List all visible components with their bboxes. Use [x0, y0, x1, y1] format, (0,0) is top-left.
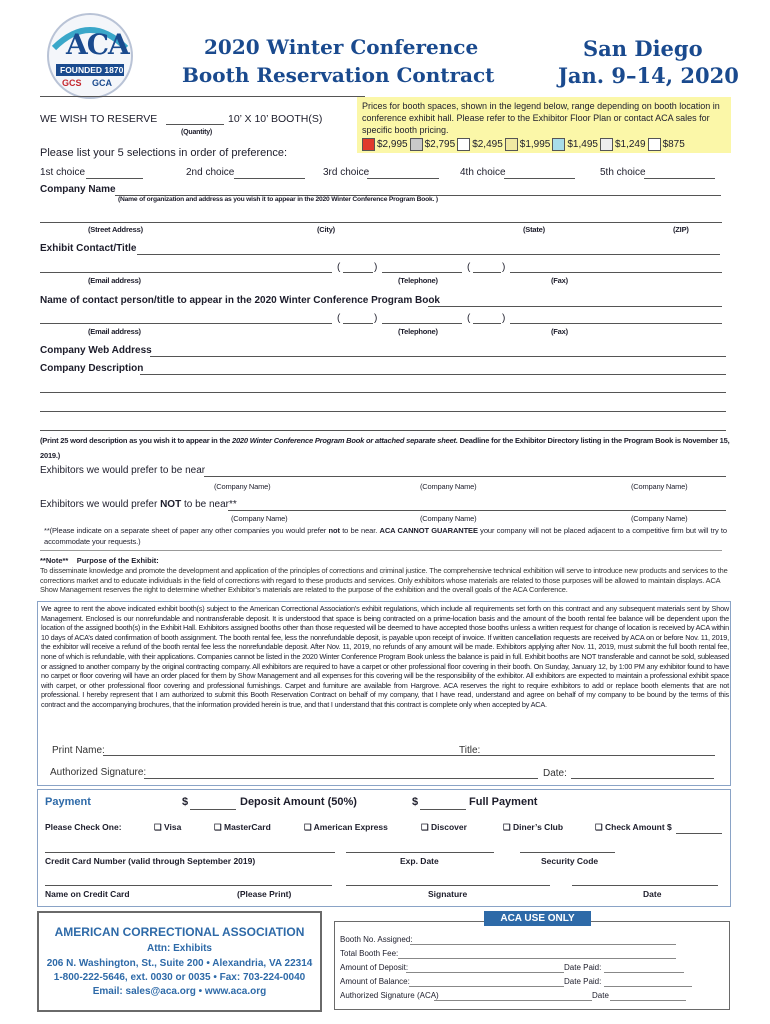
fax-caption: (Fax): [551, 276, 568, 285]
price-legend-item: [552, 139, 598, 150]
header-divider: [40, 96, 365, 97]
telephone-caption: (Telephone): [398, 276, 438, 285]
choice-1-field[interactable]: [86, 178, 143, 179]
choice-2-field[interactable]: [234, 178, 305, 179]
agreement-text: We agree to rent the above indicated exhibit booth(s) subject to the American Correctional Association’s exhibit regulations, which include all requirements set forth on this contract and any subsequent materials sent by Show Management. Enclosed is our nonrefundable and nontransferable deposit. It is understood that space is being contracted on a prime-location basis and the amount of the booth rental fee balance will be dependent upon the location of the assigned booth(s) in the Exhibit Hall. Exhibitors assigned booths other than those requested will be deemed to have accepted those booths unless a written request for change of location is received by ACA within 10 days of ACA’s dated confirmation of booth assignment. The booth rental fee, less the nonrefundable deposit, is payable upon receipt of invoice. If written cancellation requests are received by ACA on or before Nov. 11, 2019, the exhibitor will receive a refund of the booth rental fee less the nonrefundable deposit. After Nov. 11, 2019, no refunds of any amount will be made. Exhibitors applying after Nov. 11, 2019, must submit the full booth rental fee, none of which is refundable, with their applications. Companies cannot be listed in the 2020 Winter Conference Program Book unless the balance is paid in full. Exhibit booths are NOT transferable and cannot be sold, subleased or assigned to another company by the original contracting company. All exhibitors are required to have a carpet or other professional floor covering in their booth. On Sunday, January 12, by 1:00 PM any exhibitor found to have no carpet or floor covering will have an order placed for them by Show Management and all expenses for this covering will be the responsibility of the exhibitor. All exhibitors are expected to maintain a professional exhibit space with carpet, or other professional floor covering and professional furnishings. Carpet and furniture are available from Hargrove. ACA reserves the right to require exhibitors to add or replace booth elements that are not professional. I hereby represent that I am authorized to submit this Booth Reservation Contract on behalf of my company, that I have read, understand and agree on behalf of my company to be bound by the terms of this contract and the accompanying brochures, that the information provided herein is true, and that I understand that this contract is complete only when accepted by ACA.: [41, 604, 729, 709]
address-field[interactable]: [40, 222, 722, 223]
price-legend-box: [357, 97, 731, 153]
price-legend-item: [648, 139, 685, 150]
program-contact-field[interactable]: [428, 306, 722, 307]
check-amount-label: Check Amount $: [605, 822, 672, 832]
checkbox-icon: ❏: [304, 822, 312, 832]
quantity-caption: (Quantity): [181, 129, 213, 136]
deposit-label: Deposit Amount (50%): [240, 796, 357, 808]
date-field[interactable]: [571, 778, 714, 779]
card-number-field[interactable]: [45, 852, 335, 853]
logo-gcs-text: GCS: [62, 78, 82, 88]
amex-option[interactable]: [304, 822, 388, 833]
contact-fax-field[interactable]: [510, 272, 722, 273]
mastercard-label: MasterCard: [224, 822, 271, 832]
title-label: Title:: [459, 745, 481, 756]
selections-prompt: Please list your 5 selections in order of preference:: [40, 147, 288, 159]
near-label: Exhibitors we would prefer to be near: [40, 465, 206, 476]
booth-size-label: 10’ X 10’ BOOTH(S): [228, 113, 323, 125]
near-company-caption-2: (Company Name): [420, 482, 477, 491]
near-company-caption-1: (Company Name): [214, 482, 271, 491]
balance-date-paid-field[interactable]: [604, 986, 692, 987]
balance-label: Amount of Balance:: [340, 977, 410, 986]
total-fee-label: Total Booth Fee:: [340, 949, 399, 958]
program-phone-area-field[interactable]: [343, 323, 373, 324]
dates-heading: Jan. 9–14, 2020: [558, 63, 739, 88]
full-payment-field[interactable]: [420, 809, 466, 810]
choice-3-field[interactable]: [367, 178, 439, 179]
choice-4[interactable]: [460, 167, 506, 178]
please-print-label: (Please Print): [237, 889, 292, 899]
program-fax-caption: (Fax): [551, 327, 568, 336]
not-near-note: [44, 525, 727, 547]
card-number-label: Credit Card Number (valid through September 2019): [45, 856, 256, 866]
web-address-field[interactable]: [150, 356, 726, 357]
price-legend: [362, 138, 732, 151]
program-fax-field[interactable]: [510, 323, 722, 324]
exp-date-label: Exp. Date: [400, 856, 439, 866]
section-divider: [40, 550, 722, 551]
description-note-b: 2020 Winter Conference Program Book or attached separate sheet.: [231, 436, 458, 445]
exp-date-field[interactable]: [346, 852, 494, 853]
price-swatch: [457, 138, 470, 151]
diners-option[interactable]: [503, 822, 563, 833]
price-swatch: [600, 138, 613, 151]
amex-label: American Express: [313, 822, 388, 832]
aca-logo: [42, 12, 138, 100]
contact-fax-area-field[interactable]: [473, 272, 501, 273]
name-on-card-label: Name on Credit Card: [45, 889, 130, 899]
program-phone-paren-open: (: [337, 313, 341, 324]
contract-title-line1: 2020 Winter Conference: [204, 35, 479, 59]
not-near-note-bold: ACA CANNOT GUARANTEE: [379, 526, 478, 535]
price-label: $1,495: [567, 139, 598, 151]
purpose-heading: [40, 556, 159, 565]
purpose-head-a: **Note**: [40, 556, 69, 565]
program-email-field[interactable]: [40, 323, 332, 324]
price-note: Prices for booth spaces, shown in the legend below, range depending on booth location in conference exhibit hall. Please refer to the Exhibitor Floor Plan or contact ACA sales for specific booth pricing.: [362, 101, 720, 135]
logo-aca-text: ACA: [66, 28, 129, 61]
contact-fax-paren-open: (: [467, 262, 471, 273]
aca-use-title: ACA USE ONLY: [484, 911, 591, 926]
choice-1[interactable]: [40, 167, 85, 178]
title-field[interactable]: [487, 755, 715, 756]
contact-phone-paren-close: ): [374, 262, 378, 273]
security-code-label: Security Code: [541, 856, 599, 866]
description-line-3[interactable]: [40, 411, 726, 412]
description-note-a: (Print 25 word description as you wish it to appear in the: [40, 436, 232, 445]
program-telephone-caption: (Telephone): [398, 327, 438, 336]
deposit-amount-field[interactable]: [190, 809, 236, 810]
checkbox-icon: ❏: [154, 822, 162, 832]
contact-fax-paren-close: ): [502, 262, 506, 273]
company-description-label: Company Description: [40, 363, 144, 374]
balance-date-paid-label: Date Paid:: [564, 977, 602, 986]
program-contact-label: Name of contact person/title to appear in the 2020 Winter Conference Program Book: [40, 295, 440, 306]
street-caption: (Street Address): [88, 225, 143, 234]
check-amount-option[interactable]: [595, 822, 672, 833]
deposit-amount-label: Amount of Deposit:: [340, 963, 409, 972]
near-company-caption-3: (Company Name): [631, 482, 688, 491]
agreement-box: [37, 601, 731, 786]
price-legend-item: [362, 139, 408, 150]
visa-label: Visa: [164, 822, 182, 832]
contact-phone-paren-open: (: [337, 262, 341, 273]
price-swatch: [648, 138, 661, 151]
description-line-2[interactable]: [40, 392, 726, 393]
company-name-label: Company Name: [40, 184, 116, 195]
contract-title-line2: Booth Reservation Contract: [182, 63, 495, 87]
checkbox-icon: ❏: [421, 822, 429, 832]
not-near-note-not: not: [328, 526, 340, 535]
card-signature-field[interactable]: [346, 885, 550, 886]
checkbox-icon: ❏: [503, 822, 511, 832]
authorized-signature-field[interactable]: [144, 778, 538, 779]
price-label: $2,995: [377, 139, 408, 151]
not-near-note-a: **(Please indicate on a separate sheet of paper any other companies you would prefer: [44, 526, 329, 535]
price-legend-item: [410, 139, 456, 150]
contact-email-field[interactable]: [40, 272, 332, 273]
balance-field[interactable]: [409, 986, 564, 987]
name-on-card-field[interactable]: [45, 885, 332, 886]
org-name: AMERICAN CORRECTIONAL ASSOCIATION: [54, 925, 305, 939]
description-line-1[interactable]: [140, 374, 726, 375]
not-near-field[interactable]: [228, 510, 726, 511]
email-line: Email: sales@aca.org • www.aca.org: [92, 986, 267, 997]
booth-no-field[interactable]: [410, 944, 676, 945]
diners-label: Diner’s Club: [513, 822, 564, 832]
near-field[interactable]: [204, 476, 726, 477]
mailing-address-box: [37, 911, 322, 1012]
checkbox-icon: ❏: [595, 822, 603, 832]
not-near-label-b: NOT: [160, 499, 182, 510]
attn-line: Attn: Exhibits: [147, 943, 212, 954]
price-swatch: [552, 138, 565, 151]
choice-3[interactable]: [323, 167, 369, 178]
deposit-date-paid-label: Date Paid:: [564, 963, 602, 972]
choice-5[interactable]: [600, 167, 646, 178]
total-fee-field[interactable]: [398, 958, 676, 959]
check-amount-field[interactable]: [676, 833, 722, 834]
aca-date-label: Date: [592, 991, 609, 1000]
print-name-label: Print Name:: [52, 745, 105, 756]
card-date-field[interactable]: [572, 885, 718, 886]
price-label: $1,249: [614, 139, 646, 151]
discover-option[interactable]: [421, 822, 467, 833]
choice-2-label: 2nd choice: [186, 167, 235, 178]
quantity-field[interactable]: [166, 124, 224, 125]
payment-label: Payment: [45, 796, 91, 808]
card-date-label: Date: [643, 889, 662, 899]
authorized-signature-label: Authorized Signature:: [50, 767, 147, 778]
program-fax-paren-close: ): [502, 313, 506, 324]
booth-no-label: Booth No. Assigned:: [340, 935, 413, 944]
description-line-4[interactable]: [40, 430, 726, 431]
description-note-c: Deadline for the Exhibitor Directory listing in the Program Book is November 15, 2019.): [40, 436, 730, 460]
program-fax-paren-open: (: [467, 313, 471, 324]
aca-deposit-field[interactable]: [406, 972, 564, 973]
full-dollar: $: [412, 796, 419, 808]
not-near-note-b: to be near.: [339, 526, 380, 535]
price-swatch: [505, 138, 518, 151]
price-legend-item: [505, 139, 551, 150]
full-payment-label: Full Payment: [469, 796, 538, 808]
description-note: [40, 433, 730, 463]
street-line: 206 N. Washington, St., Suite 200 • Alexandria, VA 22314: [46, 958, 313, 969]
aca-date-field[interactable]: [610, 1000, 686, 1001]
web-address-label: Company Web Address: [40, 345, 152, 356]
logo-founded-text: FOUNDED 1870: [60, 65, 124, 75]
price-swatch: [362, 138, 375, 151]
state-caption: (State): [523, 225, 545, 234]
price-label: $2,495: [472, 139, 503, 151]
program-email-caption: (Email address): [88, 327, 141, 336]
not-near-company-caption-2: (Company Name): [420, 514, 477, 523]
choice-4-field[interactable]: [504, 178, 575, 179]
choice-5-field[interactable]: [644, 178, 715, 179]
check-one-label: Please Check One:: [45, 822, 122, 832]
contact-phone-area-field[interactable]: [343, 272, 373, 273]
choice-2[interactable]: [186, 167, 234, 178]
aca-signature-field[interactable]: [434, 1000, 592, 1001]
purpose-body: To disseminate knowledge and promote the development and application of the principles of corrections and criminal justice. The comprehensive technical exhibition will serve to introduce new products and services to the corrections market and to educate individuals in the field of corrections with regard to these products and services. Only exhibitors whose materials are related to those purposes will be allowed to maintain displays. ACA Show Management reserves the right to determine whether Exhibitor’s materials are related to the purpose of the exhibition and the overall goals of the ACA Conference.: [40, 566, 728, 595]
choice-4-label: 4th choice: [460, 167, 506, 178]
zip-caption: (ZIP): [673, 225, 689, 234]
deposit-date-paid-field[interactable]: [604, 972, 684, 973]
print-name-field[interactable]: [103, 755, 493, 756]
city-heading: San Diego: [583, 36, 703, 61]
city-caption: (City): [317, 225, 335, 234]
not-near-label: [40, 499, 237, 510]
price-label: $2,795: [424, 139, 456, 151]
deposit-dollar: $: [182, 796, 189, 808]
reserve-label: WE WISH TO RESERVE: [40, 113, 158, 125]
date-label: Date:: [543, 768, 567, 779]
company-name-note: (Name of organization and address as you wish it to appear in the 2020 Winter Conference Program Book. ): [118, 196, 438, 203]
price-legend-item: [457, 139, 503, 150]
security-code-field[interactable]: [520, 852, 615, 853]
contact-phone-field[interactable]: [382, 272, 462, 273]
mastercard-option[interactable]: [214, 822, 271, 833]
price-label: $1,995: [519, 139, 551, 151]
not-near-note-c: your company will not be placed adjacent to a competitive firm but will try to accommodate your requests.): [44, 526, 727, 546]
phone-line: 1-800-222-5646, ext. 0030 or 0035 • Fax: 703-224-0040: [53, 972, 306, 983]
choice-5-label: 5th choice: [600, 167, 646, 178]
program-phone-paren-close: ): [374, 313, 378, 324]
not-near-company-caption-3: (Company Name): [631, 514, 688, 523]
purpose-head-b: Purpose of the Exhibit:: [76, 556, 159, 565]
price-swatch: [410, 138, 423, 151]
checkbox-icon: ❏: [214, 822, 222, 832]
card-signature-label: Signature: [428, 889, 468, 899]
program-fax-area-field[interactable]: [473, 323, 501, 324]
exhibit-contact-field[interactable]: [137, 254, 720, 255]
aca-signature-label: Authorized Signature (ACA): [340, 991, 439, 1000]
payment-box: [37, 789, 731, 907]
exhibit-contact-label: Exhibit Contact/Title: [40, 243, 137, 254]
not-near-label-a: Exhibitors we would prefer: [40, 499, 161, 510]
visa-option[interactable]: [154, 822, 181, 833]
not-near-label-c: to be near**: [181, 499, 237, 510]
logo-gca-text: GCA: [92, 78, 112, 88]
price-label: $875: [662, 139, 685, 151]
program-phone-field[interactable]: [382, 323, 462, 324]
discover-label: Discover: [431, 822, 467, 832]
choice-1-label: 1st choice: [40, 167, 86, 178]
not-near-company-caption-1: (Company Name): [231, 514, 288, 523]
choice-3-label: 3rd choice: [323, 167, 370, 178]
price-legend-item: [600, 139, 646, 150]
email-caption: (Email address): [88, 276, 141, 285]
